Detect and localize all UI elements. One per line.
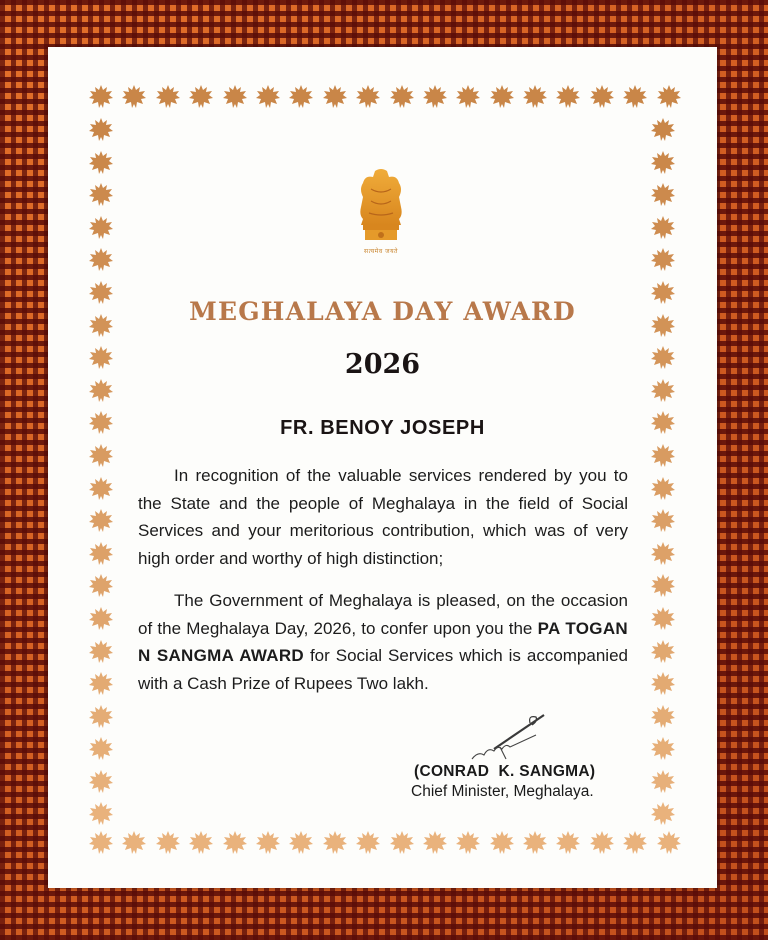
award-year: 2026 bbox=[344, 349, 421, 380]
maple-leaf-icon bbox=[322, 84, 348, 110]
maple-leaf-icon bbox=[288, 830, 314, 856]
maple-leaf-icon bbox=[255, 84, 281, 110]
maple-leaf-icon bbox=[355, 84, 381, 110]
maple-leaf-icon bbox=[650, 704, 676, 730]
maple-leaf-icon bbox=[188, 84, 214, 110]
maple-leaf-icon bbox=[88, 150, 114, 176]
maple-leaf-icon bbox=[650, 508, 676, 534]
award-name: PA TOGAN N SANGMA AWARD bbox=[138, 618, 628, 665]
maple-leaf-icon bbox=[88, 769, 114, 795]
maple-leaf-icon bbox=[422, 830, 448, 856]
maple-leaf-icon bbox=[88, 117, 114, 143]
maple-leaf-icon bbox=[650, 606, 676, 632]
maple-leaf-icon bbox=[650, 736, 676, 762]
conferment-paragraph bbox=[138, 587, 628, 697]
maple-leaf-icon bbox=[656, 830, 682, 856]
conferment-text-prefix: The Government of Meghalaya is pleased, on the occasion of the Meghalaya Day, 2026, to confer upon you the bbox=[138, 591, 628, 638]
state-emblem bbox=[349, 167, 413, 259]
maple-leaf-icon bbox=[650, 639, 676, 665]
maple-leaf-icon bbox=[650, 247, 676, 273]
maple-leaf-icon bbox=[589, 830, 615, 856]
maple-leaf-icon bbox=[650, 573, 676, 599]
leaf-border-left bbox=[88, 117, 114, 827]
maple-leaf-icon bbox=[88, 736, 114, 762]
maple-leaf-icon bbox=[650, 476, 676, 502]
maple-leaf-icon bbox=[355, 830, 381, 856]
maple-leaf-icon bbox=[656, 84, 682, 110]
maple-leaf-icon bbox=[650, 182, 676, 208]
maple-leaf-icon bbox=[622, 830, 648, 856]
state-emblem-lion-capital-icon bbox=[353, 167, 409, 245]
maple-leaf-icon bbox=[88, 801, 114, 827]
signatory-designation: Chief Minister, Meghalaya. bbox=[411, 783, 594, 800]
maple-leaf-icon bbox=[88, 541, 114, 567]
leaf-border-top bbox=[88, 84, 682, 110]
maple-leaf-icon bbox=[88, 182, 114, 208]
maple-leaf-icon bbox=[489, 830, 515, 856]
maple-leaf-icon bbox=[222, 84, 248, 110]
maple-leaf-icon bbox=[522, 84, 548, 110]
maple-leaf-icon bbox=[650, 671, 676, 697]
maple-leaf-icon bbox=[650, 150, 676, 176]
conferment-text-suffix: for Social Services which is accompanied with a Cash Prize of Rupees Two lakh. bbox=[138, 646, 628, 693]
maple-leaf-icon bbox=[88, 443, 114, 469]
maple-leaf-icon bbox=[121, 84, 147, 110]
maple-leaf-icon bbox=[88, 704, 114, 730]
award-title: MEGHALAYA DAY AWARD bbox=[189, 297, 576, 326]
maple-leaf-icon bbox=[88, 830, 114, 856]
maple-leaf-icon bbox=[455, 830, 481, 856]
maple-leaf-icon bbox=[389, 84, 415, 110]
maple-leaf-icon bbox=[188, 830, 214, 856]
maple-leaf-icon bbox=[489, 84, 515, 110]
leaf-border-bottom bbox=[88, 830, 682, 856]
maple-leaf-icon bbox=[88, 508, 114, 534]
maple-leaf-icon bbox=[88, 476, 114, 502]
leaf-border-right bbox=[650, 117, 676, 827]
maple-leaf-icon bbox=[88, 606, 114, 632]
maple-leaf-icon bbox=[650, 215, 676, 241]
maple-leaf-icon bbox=[589, 84, 615, 110]
maple-leaf-icon bbox=[121, 830, 147, 856]
maple-leaf-icon bbox=[650, 378, 676, 404]
maple-leaf-icon bbox=[88, 671, 114, 697]
maple-leaf-icon bbox=[88, 378, 114, 404]
maple-leaf-icon bbox=[555, 830, 581, 856]
signature-icon bbox=[466, 709, 556, 770]
maple-leaf-icon bbox=[422, 84, 448, 110]
maple-leaf-icon bbox=[222, 830, 248, 856]
citation-paragraph: In recognition of the valuable services rendered by you to the State and the people of Meghalaya in the field of Social Services and your meritorious contribution, which was of very high order and worthy of high distinction; bbox=[138, 466, 628, 568]
maple-leaf-icon bbox=[88, 247, 114, 273]
award-certificate bbox=[48, 47, 717, 888]
maple-leaf-icon bbox=[455, 84, 481, 110]
maple-leaf-icon bbox=[88, 573, 114, 599]
maple-leaf-icon bbox=[88, 215, 114, 241]
maple-leaf-icon bbox=[650, 443, 676, 469]
maple-leaf-icon bbox=[155, 830, 181, 856]
maple-leaf-icon bbox=[288, 84, 314, 110]
maple-leaf-icon bbox=[555, 84, 581, 110]
maple-leaf-icon bbox=[650, 801, 676, 827]
emblem-motto: सत्यमेव जयते bbox=[364, 248, 398, 255]
maple-leaf-icon bbox=[389, 830, 415, 856]
maple-leaf-icon bbox=[522, 830, 548, 856]
maple-leaf-icon bbox=[650, 769, 676, 795]
maple-leaf-icon bbox=[650, 117, 676, 143]
signatory-name: (CONRAD K. SANGMA) bbox=[414, 763, 596, 780]
maple-leaf-icon bbox=[622, 84, 648, 110]
maple-leaf-icon bbox=[650, 541, 676, 567]
maple-leaf-icon bbox=[322, 830, 348, 856]
recipient-name: FR. BENOY JOSEPH bbox=[280, 417, 485, 439]
maple-leaf-icon bbox=[88, 84, 114, 110]
maple-leaf-icon bbox=[255, 830, 281, 856]
maple-leaf-icon bbox=[155, 84, 181, 110]
maple-leaf-icon bbox=[88, 639, 114, 665]
